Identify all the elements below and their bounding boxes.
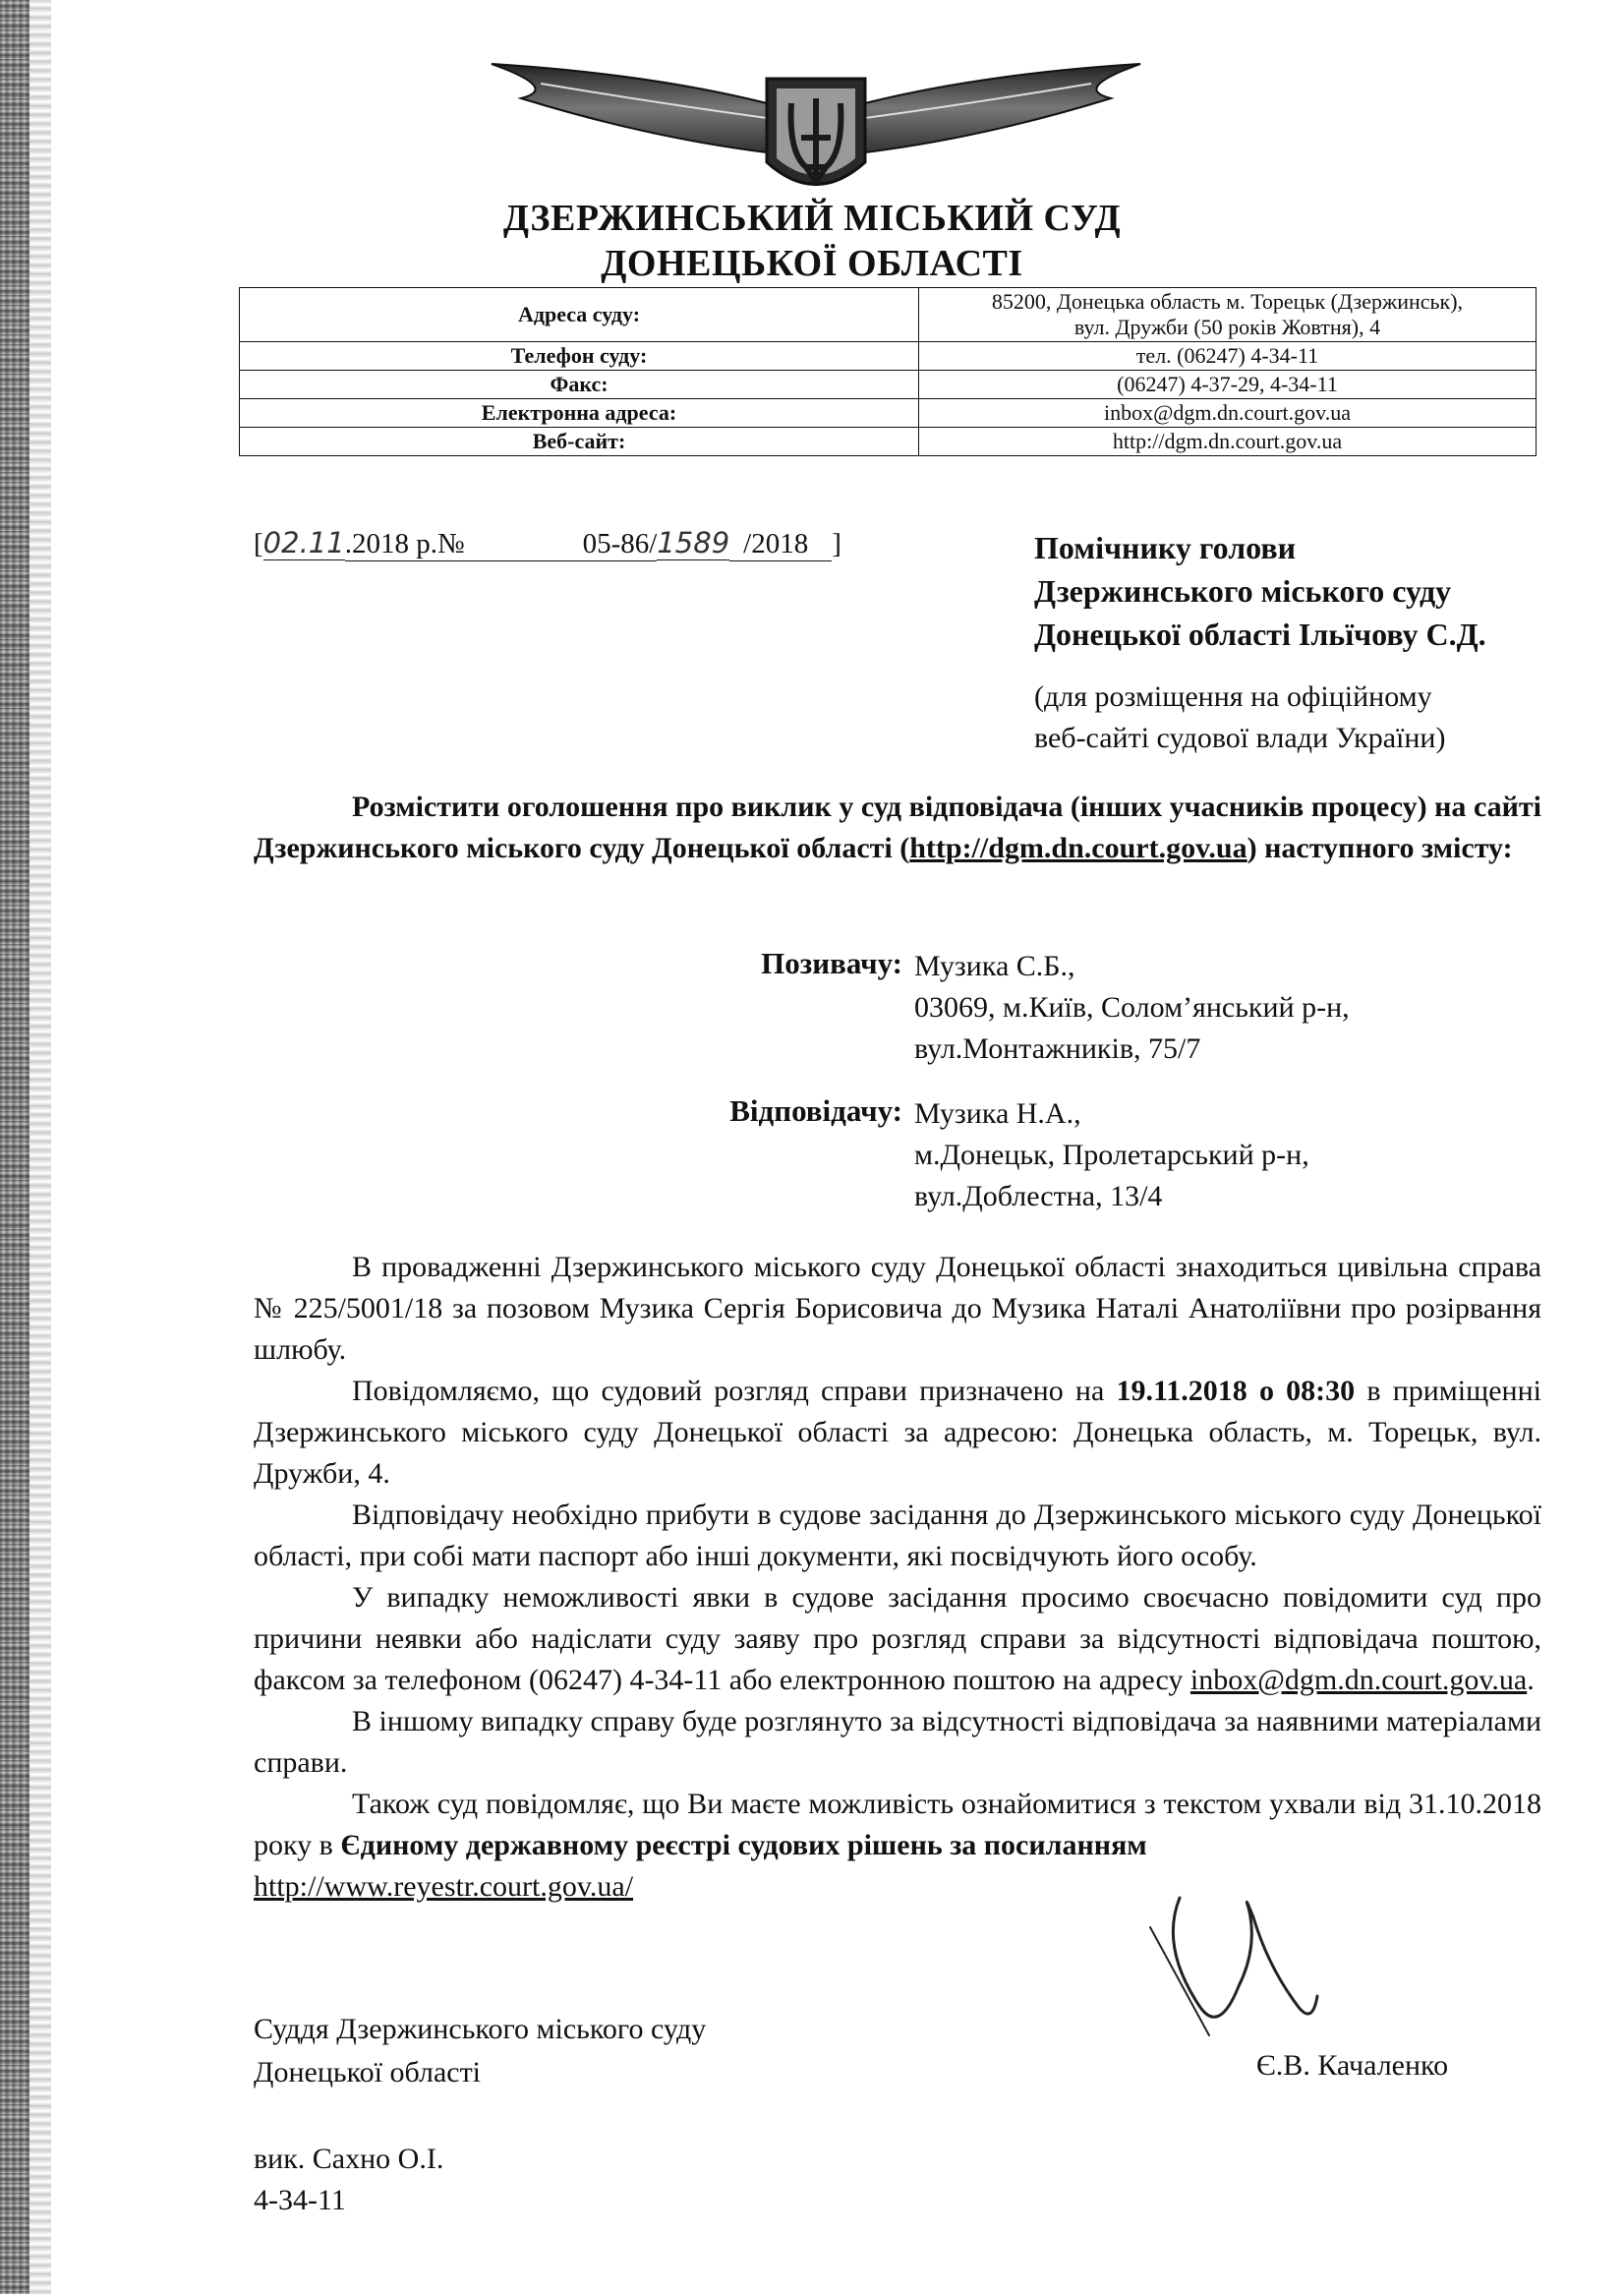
court-info-table — [239, 287, 1537, 456]
info-value: тел. (06247) 4-34-11 — [919, 342, 1537, 371]
announcement-text: Розмістити оголошення про виклик у суд відповідача (інших учасників процесу) на сайті Дзержинського міського суду Донецької області ( — [254, 791, 1541, 864]
announcement-paragraph — [254, 787, 1541, 869]
table-row — [240, 371, 1537, 399]
handwritten-date: 02.11 — [262, 526, 345, 559]
ref-suffix: /2018 — [729, 528, 832, 561]
addressee-line: Помічнику голови — [1034, 530, 1297, 565]
table-row — [240, 399, 1537, 428]
court-title-line1: ДЗЕРЖИНСЬКИЙ МІСЬКИЙ СУД — [502, 198, 1122, 239]
defendant-line: Музика Н.А., — [914, 1097, 1081, 1130]
handwritten-signature — [1121, 1888, 1357, 2045]
info-value: inbox@dgm.dn.court.gov.ua — [919, 399, 1537, 428]
judge-name: Є.В. Качаленко — [1256, 2049, 1449, 2082]
body-paragraph: В іншому випадку справу буде розглянуто за відсутності відповідача за наявними матеріалами справи. — [254, 1705, 1541, 1779]
body-paragraph — [254, 1371, 1541, 1495]
executor-block — [254, 2139, 443, 2221]
plaintiff-line: 03069, м.Київ, Солом’янський р-н, — [914, 991, 1350, 1024]
judge-title-line: Донецької області — [254, 2056, 482, 2088]
info-label: Телефон суду: — [240, 342, 919, 371]
court-title-line2: ДОНЕЦЬКОЇ ОБЛАСТІ — [601, 243, 1023, 284]
body-text: Також суд повідомляє, що Ви маєте можливість ознайомитися з текстом ухвали від 31.10.2018 року в — [254, 1788, 1541, 1861]
body-text: Повідомляємо, що судовий розгляд справи призначено на — [352, 1375, 1117, 1407]
judge-title-line: Суддя Дзержинського міського суду — [254, 2013, 707, 2045]
purpose-note — [1034, 676, 1445, 759]
body-paragraph — [254, 1577, 1541, 1701]
announcement-text: ) наступного змісту: — [1247, 832, 1513, 864]
info-label: Електронна адреса: — [240, 399, 919, 428]
body-paragraph: В провадженні Дзержинського міського суду Донецької області знаходиться цивільна справа № 225/5001/18 за позовом Музика Сергія Борисовича до Музика Наталі Анатоліївни про розірвання шлюбу. — [254, 1251, 1541, 1366]
plaintiff-details — [914, 946, 1350, 1070]
defendant-line: м.Донецьк, Пролетарський р-н, — [914, 1139, 1309, 1171]
info-value-line: вул. Дружби (50 років Жовтня), 4 — [1073, 315, 1381, 339]
document-reference — [254, 526, 841, 561]
ref-bracket-close: ] — [832, 528, 841, 559]
judge-title — [254, 2008, 706, 2094]
plaintiff-line: Музика С.Б., — [914, 950, 1075, 982]
executor-line: вик. Сахно О.І. — [254, 2143, 444, 2175]
info-label: Веб-сайт: — [240, 428, 919, 456]
info-value: http://dgm.dn.court.gov.ua — [919, 428, 1537, 456]
court-email-link[interactable]: inbox@dgm.dn.court.gov.ua — [1189, 1664, 1528, 1696]
info-value: (06247) 4-37-29, 4-34-11 — [919, 371, 1537, 399]
scan-edge — [0, 0, 29, 2294]
table-row — [240, 342, 1537, 371]
ref-year-number: .2018 р.№ — [344, 528, 465, 559]
executor-phone: 4-34-11 — [254, 2184, 346, 2216]
plaintiff-line: вул.Монтажників, 75/7 — [914, 1032, 1201, 1065]
body-text: . — [1527, 1664, 1535, 1696]
defendant-label: Відповідачу: — [729, 1093, 902, 1128]
table-row — [240, 288, 1537, 342]
registry-name: Єдиному державному реєстрі судових рішень за посиланням — [340, 1829, 1147, 1861]
handwritten-number: 1589 — [657, 526, 730, 559]
body-text: в приміщенні Дзержинського міського суду Донецької області за адресою: Донецька область, м. Торецьк, вул. Дружби, 4. — [254, 1375, 1541, 1490]
plaintiff-label: Позивачу: — [761, 946, 902, 980]
addressee-block — [1034, 526, 1486, 656]
info-label: Адреса суду: — [240, 288, 919, 342]
info-value-line: 85200, Донецька область м. Торецьк (Дзержинськ), — [991, 289, 1464, 314]
addressee-line: Донецької області Ільїчову С.Д. — [1034, 617, 1486, 652]
registry-link[interactable]: http://www.reyestr.court.gov.ua/ — [254, 1870, 634, 1903]
defendant-line: вул.Доблестна, 13/4 — [914, 1180, 1163, 1212]
notice-body — [254, 1247, 1541, 1908]
purpose-line: (для розміщення на офіційному — [1034, 680, 1432, 713]
defendant-details — [914, 1093, 1309, 1217]
scan-edge-shadow — [29, 0, 51, 2294]
hearing-datetime: 19.11.2018 о 08:30 — [1116, 1375, 1356, 1407]
table-row — [240, 428, 1537, 456]
ref-bracket-open: [ — [254, 528, 263, 559]
purpose-line: веб-сайті судової влади України) — [1034, 722, 1446, 754]
ref-prefix: 05-86/ — [465, 528, 658, 561]
court-website-link[interactable]: http://dgm.dn.court.gov.ua — [909, 832, 1247, 864]
body-paragraph: Відповідачу необхідно прибути в судове засідання до Дзержинського міського суду Донецької області, при собі мати паспорт або інші документи, які посвідчують його особу. — [254, 1499, 1541, 1572]
trident-emblem-icon — [482, 44, 1150, 211]
info-value — [919, 288, 1537, 342]
addressee-line: Дзержинського міського суду — [1034, 573, 1452, 609]
info-label: Факс: — [240, 371, 919, 399]
body-text: У випадку неможливості явки в судове засідання просимо своєчасно повідомити суд про причини неявки або надіслати суду заяву про розгляд справи за відсутності відповідача поштою, факсом за телефоном (06247) 4-34-11 або електронною поштою на адресу — [254, 1581, 1541, 1696]
